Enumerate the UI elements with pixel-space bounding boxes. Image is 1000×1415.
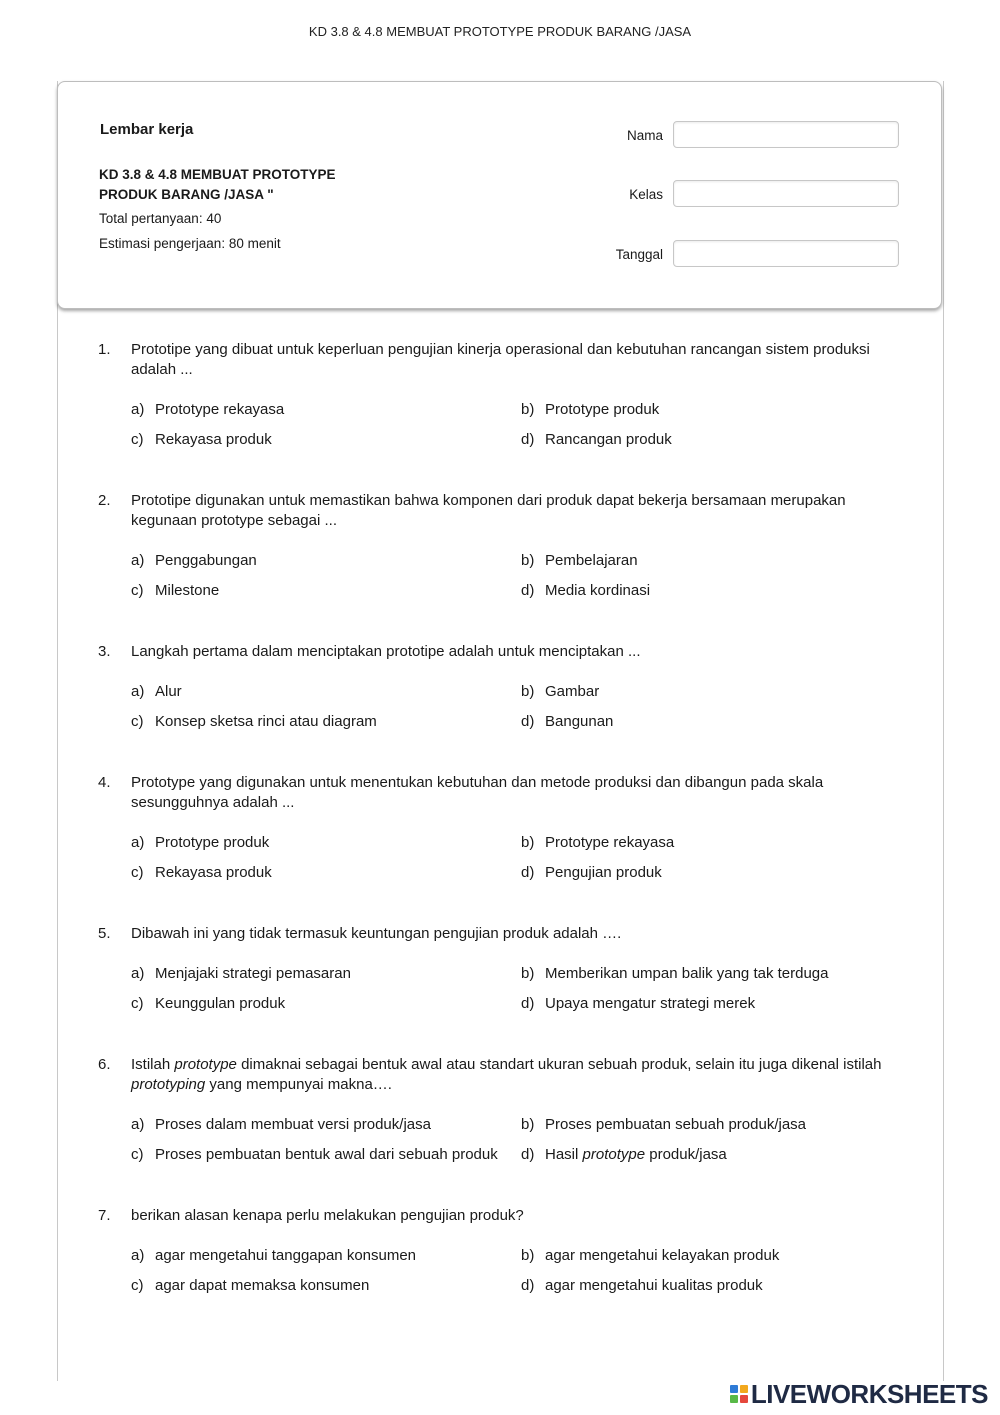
option-6d[interactable]: [521, 1145, 727, 1165]
tanggal-input[interactable]: [673, 240, 899, 267]
question-text: Prototipe digunakan untuk memastikan bahwa komponen dari produk dapat bekerja bersamaan merupakan kegunaan prototype sebagai ...: [131, 492, 846, 529]
option-letter: c): [131, 713, 144, 730]
option-text: Rancangan produk: [545, 431, 672, 448]
kd-title-line-1: KD 3.8 & 4.8 MEMBUAT PROTOTYPE: [99, 167, 336, 182]
option-7a[interactable]: [131, 1246, 416, 1266]
option-letter: d): [521, 864, 535, 881]
option-text: Media kordinasi: [545, 582, 651, 599]
logo-square-red: [740, 1395, 748, 1403]
option-5d[interactable]: [521, 994, 755, 1014]
option-1c[interactable]: [131, 430, 272, 450]
question-text: Langkah pertama dalam menciptakan prototipe adalah untuk menciptakan ...: [131, 643, 641, 660]
option-4b[interactable]: [521, 833, 674, 853]
option-3a[interactable]: [131, 682, 182, 702]
option-4a[interactable]: [131, 833, 269, 853]
worksheet-title: Lembar kerja: [100, 121, 194, 138]
option-text: Proses pembuatan sebuah produk/jasa: [545, 1116, 807, 1133]
option-text: [545, 1146, 727, 1163]
option-text-italic: prototype: [582, 1146, 646, 1163]
option-letter: a): [131, 965, 145, 982]
question-number: 3.: [98, 643, 111, 660]
option-text: Proses pembuatan bentuk awal dari sebuah produk: [155, 1146, 498, 1163]
option-text: Konsep sketsa rinci atau diagram: [155, 713, 377, 730]
page-header-title: KD 3.8 & 4.8 MEMBUAT PROTOTYPE PRODUK BARANG /JASA: [308, 24, 692, 39]
option-2c[interactable]: [131, 581, 219, 601]
option-1d[interactable]: [521, 430, 672, 450]
question-text-italic: prototype: [174, 1056, 237, 1073]
option-3c[interactable]: [131, 712, 377, 732]
option-text: Penggabungan: [155, 552, 257, 569]
kd-title-line-2: PRODUK BARANG /JASA ": [99, 187, 274, 202]
question-number: 7.: [98, 1207, 111, 1224]
option-text: Prototype rekayasa: [155, 401, 285, 418]
option-text: agar mengetahui kualitas produk: [545, 1277, 763, 1294]
option-7c[interactable]: [131, 1276, 369, 1296]
option-6a[interactable]: [131, 1115, 431, 1135]
option-text: Prototype rekayasa: [545, 834, 675, 851]
option-letter: b): [521, 401, 535, 418]
option-text: Milestone: [155, 582, 220, 599]
logo-square-green: [730, 1395, 738, 1403]
option-2d[interactable]: [521, 581, 650, 601]
question-text: Dibawah ini yang tidak termasuk keuntungan pengujian produk adalah ….: [131, 925, 622, 942]
option-letter: b): [521, 834, 535, 851]
option-1b[interactable]: [521, 400, 659, 420]
option-letter: b): [521, 1116, 535, 1133]
option-text: Pengujian produk: [545, 864, 662, 881]
option-text-part: Hasil: [545, 1146, 583, 1163]
option-text: Bangunan: [545, 713, 614, 730]
worksheet-info-card: [57, 81, 942, 309]
logo-square-orange: [740, 1385, 748, 1393]
kelas-input[interactable]: [673, 180, 899, 207]
option-text: agar mengetahui tanggapan konsumen: [155, 1247, 417, 1264]
logo-square-blue: [730, 1385, 738, 1393]
nama-label: Nama: [626, 128, 663, 143]
option-text: Rekayasa produk: [155, 431, 272, 448]
option-letter: c): [131, 1277, 144, 1294]
option-text: Gambar: [545, 683, 600, 700]
question-text: [131, 1055, 896, 1095]
option-text: agar mengetahui kelayakan produk: [545, 1247, 780, 1264]
option-7d[interactable]: [521, 1276, 763, 1296]
nama-input[interactable]: [673, 121, 899, 148]
option-1a[interactable]: [131, 400, 284, 420]
option-text: Rekayasa produk: [155, 864, 272, 881]
option-7b[interactable]: [521, 1246, 779, 1266]
question-number: 6.: [98, 1056, 111, 1073]
option-5c[interactable]: [131, 994, 285, 1014]
option-letter: a): [131, 1247, 145, 1264]
option-3b[interactable]: [521, 682, 599, 702]
option-5b[interactable]: [521, 964, 829, 984]
option-letter: d): [521, 713, 535, 730]
question-text: Prototype yang digunakan untuk menentukan kebutuhan dan metode produksi dan dibangun pada skala sesungguhnya adalah ...: [131, 774, 824, 811]
option-letter: a): [131, 1116, 145, 1133]
question-number: 1.: [98, 341, 111, 358]
option-letter: b): [521, 683, 535, 700]
option-text: Prototype produk: [545, 401, 660, 418]
estimated-time: Estimasi pengerjaan: 80 menit: [99, 236, 281, 251]
option-letter: c): [131, 431, 144, 448]
option-3d[interactable]: [521, 712, 613, 732]
option-text: Prototype produk: [155, 834, 270, 851]
option-letter: c): [131, 995, 144, 1012]
option-letter: b): [521, 552, 535, 569]
option-text: Pembelajaran: [545, 552, 638, 569]
question-text: Prototipe yang dibuat untuk keperluan pengujian kinerja operasional dan kebutuhan rancangan sistem produksi adalah ...: [131, 341, 870, 378]
option-letter: c): [131, 864, 144, 881]
option-text: agar dapat memaksa konsumen: [155, 1277, 370, 1294]
option-2b[interactable]: [521, 551, 638, 571]
option-4c[interactable]: [131, 863, 272, 883]
option-letter: d): [521, 995, 535, 1012]
option-6b[interactable]: [521, 1115, 806, 1135]
option-letter: a): [131, 552, 145, 569]
liveworksheets-logo[interactable]: [730, 1378, 988, 1409]
tanggal-label: Tanggal: [615, 247, 663, 262]
question-number: 2.: [98, 492, 111, 509]
option-letter: d): [521, 1146, 535, 1163]
question-number: 4.: [98, 774, 111, 791]
option-2a[interactable]: [131, 551, 257, 571]
option-4d[interactable]: [521, 863, 662, 883]
option-letter: b): [521, 965, 535, 982]
total-questions: Total pertanyaan: 40: [99, 211, 222, 226]
option-letter: b): [521, 1247, 535, 1264]
liveworksheets-logo-icon: [730, 1385, 748, 1403]
option-letter: a): [131, 401, 145, 418]
option-letter: d): [521, 1277, 535, 1294]
question-text-part: yang mempunyai makna….: [205, 1076, 392, 1093]
question-text: berikan alasan kenapa perlu melakukan pengujian produk?: [131, 1207, 524, 1224]
option-text: Proses dalam membuat versi produk/jasa: [155, 1116, 431, 1133]
option-letter: d): [521, 582, 535, 599]
option-text-part: produk/jasa: [645, 1146, 727, 1163]
option-text: Alur: [155, 683, 182, 700]
option-letter: c): [131, 1146, 144, 1163]
option-5a[interactable]: [131, 964, 351, 984]
option-text: Upaya mengatur strategi merek: [545, 995, 756, 1012]
option-letter: a): [131, 834, 145, 851]
question-number: 5.: [98, 925, 111, 942]
option-text: Keunggulan produk: [155, 995, 286, 1012]
option-letter: a): [131, 683, 145, 700]
liveworksheets-logo-text: LIVEWORKSHEETS: [750, 1378, 988, 1409]
question-text-italic: prototyping: [131, 1076, 206, 1093]
option-6c[interactable]: [131, 1145, 498, 1165]
worksheet-kd-title: [99, 165, 379, 205]
option-letter: c): [131, 582, 144, 599]
option-letter: d): [521, 431, 535, 448]
option-text: Menjajaki strategi pemasaran: [155, 965, 351, 982]
question-text-part: Istilah: [131, 1056, 175, 1073]
option-text: Memberikan umpan balik yang tak terduga: [545, 965, 829, 982]
question-text-part: dimaknai sebagai bentuk awal atau standart ukuran sebuah produk, selain itu juga dikenal istilah: [236, 1056, 882, 1073]
kelas-label: Kelas: [629, 187, 663, 202]
